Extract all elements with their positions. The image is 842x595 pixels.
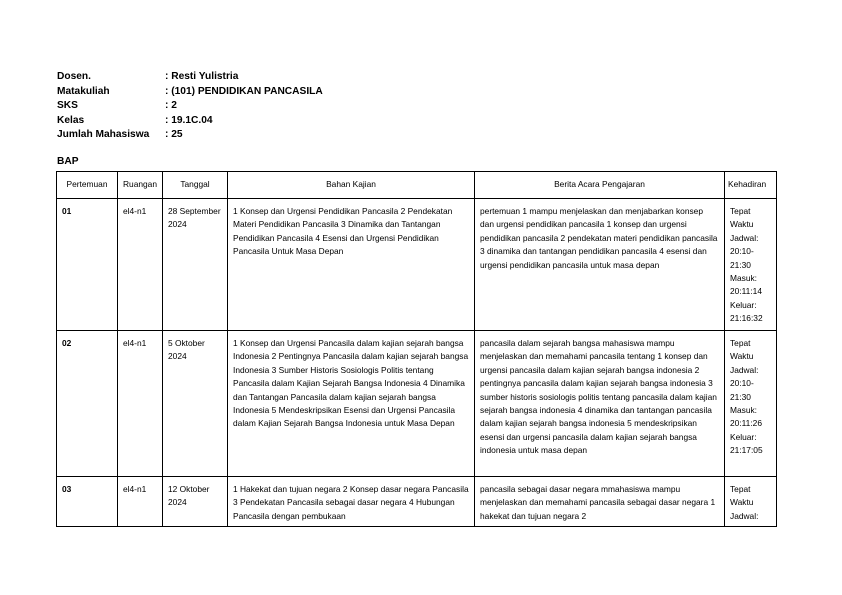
kehadiran-line: 20:11:26 xyxy=(730,418,762,429)
cell-kehadiran xyxy=(725,477,777,527)
kehadiran-line: 21:30 xyxy=(730,391,751,402)
info-label: Matakuliah xyxy=(57,85,110,97)
cell-bahan-kajian: 1 Konsep dan Urgensi Pancasila dalam kajian sejarah bangsa Indonesia 2 Pentingnya Pancasila dalam kajian sejarah bangsa Indonesia 3 Sumber Historis Sosiologis Politis tentang Pancasila dalam Kajian Sejarah Bangsa Indonesia 4 Dinamika dan Tantangan Pancasila dalam kajian sejarah bangsa Indonesia 5 Mendeskripsikan Esensi dan Urgensi Pancasila dalam Kajian Sejarah Bangsa Indonesia untuk Masa Depan xyxy=(228,331,475,477)
cell-kehadiran xyxy=(725,199,777,331)
info-value: : 2 xyxy=(165,100,177,111)
kehadiran-line: 20:10- xyxy=(730,378,754,389)
kehadiran-line: Masuk: xyxy=(730,273,757,284)
kehadiran-line: Waktu xyxy=(730,351,754,362)
cell-berita-acara: pancasila sebagai dasar negara mmahasiswa mampu menjelaskan dan memahami pancasila sebagai dasar negara 1 hakekat dan tujuan negara 2 xyxy=(475,477,725,527)
info-value: : (101) PENDIDIKAN PANCASILA xyxy=(165,85,323,97)
header-berita-acara: Berita Acara Pengajaran xyxy=(475,172,725,199)
kehadiran-line: Masuk: xyxy=(730,405,757,416)
header-kehadiran: Kehadiran xyxy=(725,172,777,199)
info-label: Kelas xyxy=(57,114,85,126)
table-row xyxy=(57,477,777,527)
kehadiran-line: Tepat xyxy=(730,484,751,494)
cell-ruangan: el4-n1 xyxy=(118,199,163,331)
table-header-row xyxy=(57,172,777,199)
header-bahan-kajian: Bahan Kajian xyxy=(228,172,475,199)
kehadiran-line: 21:30 xyxy=(730,259,751,270)
kehadiran-line: Waktu xyxy=(730,219,754,230)
cell-pertemuan: 02 xyxy=(57,331,118,477)
info-value: : 19.1C.04 xyxy=(165,114,213,126)
kehadiran-line: Waktu xyxy=(730,497,754,508)
info-label: Jumlah Mahasiswa xyxy=(57,129,150,140)
cell-kehadiran xyxy=(725,331,777,477)
cell-pertemuan: 03 xyxy=(57,477,118,527)
cell-berita-acara: pertemuan 1 mampu menjelaskan dan menjabarkan konsep dan urgensi pendidikan pancasila 1 konsep dan urgensi pendidikan pancasila 2 pendekatan materi pendidikan pancasila 3 dinamika dan tantangan pendidikan pancasila 4 esensi dan urgensi pendidikan pancasila untuk masa depan xyxy=(475,199,725,331)
kehadiran-line: Jadwal: xyxy=(730,510,759,521)
cell-ruangan: el4-n1 xyxy=(118,331,163,477)
kehadiran-line: Tepat xyxy=(730,338,751,348)
kehadiran-line: 20:10- xyxy=(730,246,754,257)
bap-table xyxy=(56,171,777,527)
header-pertemuan: Pertemuan xyxy=(57,172,118,199)
table-row xyxy=(57,331,777,477)
cell-bahan-kajian: 1 Konsep dan Urgensi Pendidikan Pancasila 2 Pendekatan Materi Pendidikan Pancasila 3 Dinamika dan Tantangan Pendidikan Pancasila 4 Esensi dan Urgensi Pendidikan Pancasila Untuk Masa Depan xyxy=(228,199,475,331)
cell-ruangan: el4-n1 xyxy=(118,477,163,527)
kehadiran-line: Keluar: xyxy=(730,431,757,442)
info-value: : 25 xyxy=(165,129,183,140)
kehadiran-line: 21:17:05 xyxy=(730,445,763,456)
cell-bahan-kajian: 1 Hakekat dan tujuan negara 2 Konsep dasar negara Pancasila 3 Pendekatan Pancasila sebagai dasar negara 4 Hubungan Pancasila dengan pembukaan xyxy=(228,477,475,527)
header-tanggal: Tanggal xyxy=(163,172,228,199)
cell-tanggal: 12 Oktober 2024 xyxy=(163,477,228,527)
header-ruangan: Ruangan xyxy=(118,172,163,199)
info-label: SKS xyxy=(57,100,78,111)
info-value: : Resti Yulistria xyxy=(165,71,239,82)
kehadiran-line: 20:11:14 xyxy=(730,286,762,297)
kehadiran-line: Keluar: xyxy=(730,299,757,310)
cell-pertemuan: 01 xyxy=(57,199,118,331)
bap-title: BAP xyxy=(57,156,79,167)
cell-tanggal: 28 September 2024 xyxy=(163,199,228,331)
cell-tanggal: 5 Oktober 2024 xyxy=(163,331,228,477)
table-row xyxy=(57,199,777,331)
kehadiran-line: Tepat xyxy=(730,206,751,216)
info-label: Dosen. xyxy=(57,71,91,82)
cell-berita-acara: pancasila dalam sejarah bangsa mahasiswa mampu menjelaskan dan memahami pancasila tentang 1 konsep dan urgensi pancasila dalam kajian sejarah bangsa indonesia 2 pentingnya pancasila dalam kajian sejarah bangsa indonesia 3 sumber historis sosiologis politis tentang pancasila dalam kajian sejarah bangsa indonesia 4 dinamika dan tantangan pancasila dalam kajian sejarah bangsa indonesia 5 mendeskripsikan esensi dan urgensi pancasila dalam kajian sejarah bangsa indonesia untuk masa depan xyxy=(475,331,725,477)
kehadiran-line: Jadwal: xyxy=(730,364,759,375)
kehadiran-line: Jadwal: xyxy=(730,232,759,243)
kehadiran-line: 21:16:32 xyxy=(730,313,763,324)
